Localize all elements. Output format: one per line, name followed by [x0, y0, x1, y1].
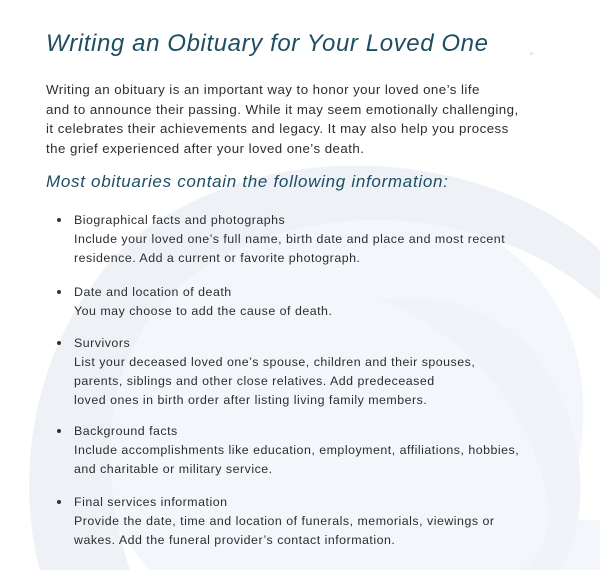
bullet-icon	[57, 290, 61, 294]
list-item-description: You may choose to add the cause of death.	[74, 304, 333, 318]
intro-line: and to announce their passing. While it may seem emotionally challenging,	[46, 101, 519, 117]
list-item-heading: Date and location of death	[74, 285, 232, 299]
bullet-icon	[57, 341, 61, 345]
list-item-heading: Biographical facts and photographs	[74, 213, 286, 227]
list-item-text	[74, 334, 475, 410]
list-item-heading: Final services information	[74, 495, 228, 509]
list-item-heading: Survivors	[74, 336, 131, 350]
list-item-description: loved ones in birth order after listing living family members.	[74, 393, 428, 407]
list-item-description: Include your loved one’s full name, birth date and place and most recent	[74, 232, 506, 246]
intro-line: Writing an obituary is an important way to honor your loved one’s life	[46, 82, 480, 97]
list-item-text	[74, 422, 519, 479]
list-item-description: residence. Add a current or favorite photograph.	[74, 251, 361, 265]
list-item-text	[74, 211, 505, 268]
list-item-heading: Background facts	[74, 424, 178, 438]
list-item-description: wakes. Add the funeral provider’s contact information.	[74, 533, 396, 547]
decorative-dot	[530, 52, 533, 55]
intro-line: the grief experienced after your loved one’s death.	[46, 140, 365, 156]
list-item-description: List your deceased loved one’s spouse, children and their spouses,	[74, 355, 476, 369]
list-item-description: parents, siblings and other close relatives. Add predeceased	[74, 374, 435, 388]
list-item-description: Provide the date, time and location of funerals, memorials, viewings or	[74, 514, 495, 528]
list-item-text	[74, 283, 332, 321]
intro-paragraph	[46, 80, 566, 158]
intro-line: it celebrates their achievements and legacy. It may also help you process	[46, 121, 509, 136]
bullet-icon	[57, 500, 61, 504]
bullet-icon	[57, 429, 61, 433]
section-subtitle: Most obituaries contain the following information:	[46, 172, 449, 191]
list-item-description: Include accomplishments like education, employment, affiliations, hobbies,	[74, 443, 520, 457]
document-title: Writing an Obituary for Your Loved One	[46, 30, 489, 57]
list-item-description: and charitable or military service.	[74, 462, 273, 476]
list-item-text	[74, 493, 495, 550]
bullet-icon	[57, 218, 61, 222]
